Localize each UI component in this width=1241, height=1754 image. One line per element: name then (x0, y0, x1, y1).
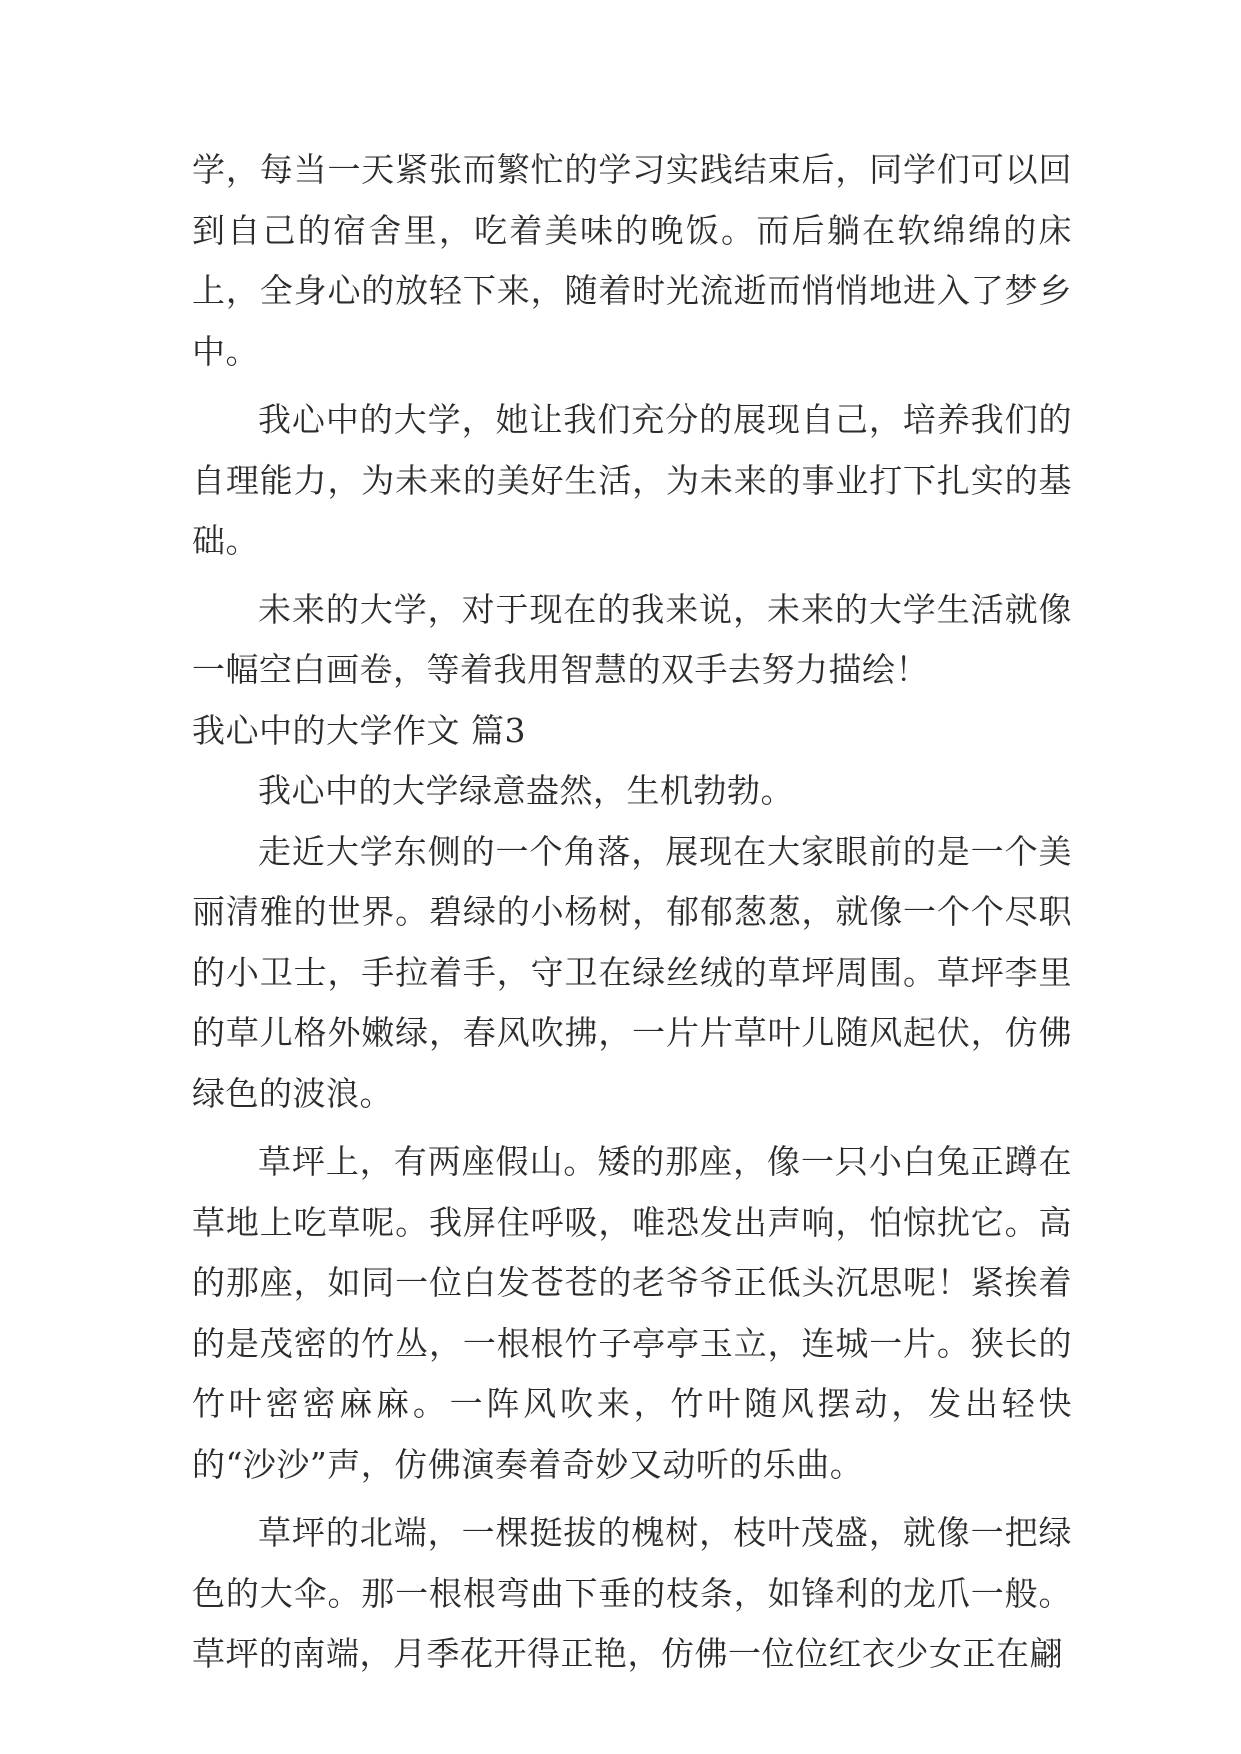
paragraph: 走近大学东侧的一个角落，展现在大家眼前的是一个美丽清雅的世界。碧绿的小杨树，郁郁葱葱，就像一个个尽职的小卫士，手拉着手，守卫在绿丝绒的草坪周围。草坪李里的草儿格外嫩绿，春风吹拂，一片片草叶儿随风起伏，仿佛绿色的波浪。 (192, 831, 1072, 1113)
paragraph: 我心中的大学，她让我们充分的展现自己，培养我们的自理能力，为未来的美好生活，为未来的事业打下扎实的基础。 (192, 400, 1072, 560)
paragraph: 我心中的大学绿意盎然，生机勃勃。 (258, 771, 794, 810)
paragraph: 未来的大学，对于现在的我来说，未来的大学生活就像一幅空白画卷，等着我用智慧的双手去努力描绘！ (192, 589, 1072, 689)
paragraph: 草坪的北端，一棵挺拔的槐树，枝叶茂盛，就像一把绿色的大伞。那一根根弯曲下垂的枝条，如锋利的龙爪一般。草坪的南端，月季花开得正艳，仿佛一位位红衣少女正在翩 (192, 1513, 1072, 1673)
paragraph: 草坪上，有两座假山。矮的那座，像一只小白兔正蹲在草地上吃草呢。我屏住呼吸，唯恐发出声响，怕惊扰它。高的那座，如同一位白发苍苍的老爷爷正低头沉思呢！紧挨着的是茂密的竹丛，一根根竹子亭亭玉立，连城一片。狭长的竹叶密密麻麻。一阵风吹来，竹叶随风摆动，发出轻快的“沙沙”声，仿佛演奏着奇妙又动听的乐曲。 (192, 1142, 1072, 1484)
document-body (192, 140, 1072, 1685)
paragraph-continuation: 学，每当一天紧张而繁忙的学习实践结束后，同学们可以回到自己的宿舍里，吃着美味的晚饭。而后躺在软绵绵的床上，全身心的放轻下来，随着时光流逝而悄悄地进入了梦乡中。 (192, 150, 1072, 371)
section-heading: 我心中的大学作文 篇3 (192, 710, 526, 750)
